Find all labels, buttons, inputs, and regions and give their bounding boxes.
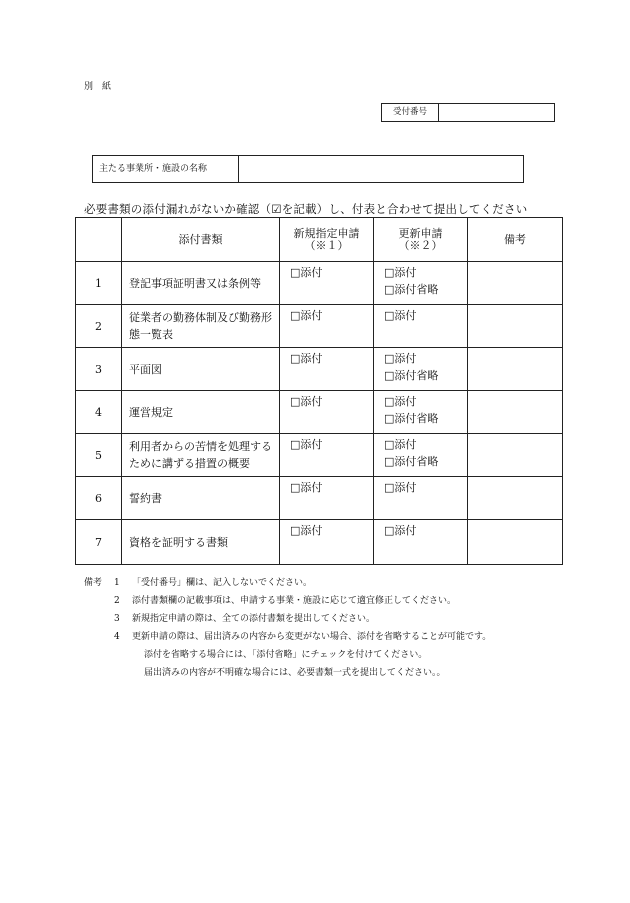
document-name: 誓約書 xyxy=(122,477,280,520)
document-name: 従業者の勤務体制及び勤務形態一覧表 xyxy=(122,305,280,348)
row-number: 7 xyxy=(76,520,122,565)
new-application-options xyxy=(280,391,374,434)
attach-checkbox[interactable]: □添付 xyxy=(290,309,323,322)
row-number: 4 xyxy=(76,391,122,434)
reception-number-box xyxy=(381,103,555,122)
attach-checkbox[interactable]: □添付 xyxy=(384,481,417,494)
attach-omit-checkbox[interactable]: □添付省略 xyxy=(384,412,439,425)
attach-checkbox[interactable]: □添付 xyxy=(290,481,323,494)
office-name-field[interactable] xyxy=(239,156,523,182)
new-application-options xyxy=(280,305,374,348)
documents-table xyxy=(75,217,563,565)
renewal-options xyxy=(374,477,468,520)
note-text: 更新申請の際は、届出済みの内容から変更がない場合、添付を省略することが可能です。 xyxy=(132,632,492,642)
attach-checkbox[interactable]: □添付 xyxy=(290,266,323,279)
table-row xyxy=(76,434,563,477)
new-application-options xyxy=(280,434,374,477)
attach-checkbox[interactable]: □添付 xyxy=(290,395,323,408)
attach-checkbox[interactable]: □添付 xyxy=(384,395,417,408)
table-header-row xyxy=(76,218,563,262)
attach-checkbox[interactable]: □添付 xyxy=(290,524,323,537)
note-item xyxy=(84,574,491,592)
document-name: 登記事項証明書又は条例等 xyxy=(122,262,280,305)
header-new-line2: （※１） xyxy=(304,238,349,252)
attach-omit-checkbox[interactable]: □添付省略 xyxy=(384,283,439,296)
reception-number-field[interactable] xyxy=(439,104,554,121)
document-name: 利用者からの苦情を処理するために講ずる措置の概要 xyxy=(122,434,280,477)
reception-number-label: 受付番号 xyxy=(382,104,439,121)
attach-checkbox[interactable]: □添付 xyxy=(290,352,323,365)
new-application-options xyxy=(280,520,374,565)
renewal-options xyxy=(374,391,468,434)
note-item xyxy=(84,628,491,646)
note-continuation: 添付を省略する場合には、「添付省略」にチェックを付けてください。 xyxy=(144,650,428,660)
row-number: 2 xyxy=(76,305,122,348)
header-document: 添付書類 xyxy=(122,218,280,262)
header-new-line1: 新規指定申請 xyxy=(293,226,360,240)
attach-checkbox[interactable]: □添付 xyxy=(384,309,417,322)
row-number: 1 xyxy=(76,262,122,305)
document-name: 平面図 xyxy=(122,348,280,391)
attach-checkbox[interactable]: □添付 xyxy=(384,438,417,451)
notes-heading: 備考 xyxy=(84,578,103,588)
attach-omit-checkbox[interactable]: □添付省略 xyxy=(384,369,439,382)
new-application-options xyxy=(280,262,374,305)
remarks-cell[interactable] xyxy=(468,262,563,305)
table-row xyxy=(76,477,563,520)
attach-checkbox[interactable]: □添付 xyxy=(384,352,417,365)
note-text: 添付書類欄の記載事項は、申請する事業・施設に応じて適宜修正してください。 xyxy=(132,596,457,606)
header-renewal-application xyxy=(374,218,468,262)
remarks-cell[interactable] xyxy=(468,434,563,477)
remarks-cell[interactable] xyxy=(468,305,563,348)
office-name-label: 主たる事業所・施設の名称 xyxy=(93,156,239,182)
remarks-cell[interactable] xyxy=(468,477,563,520)
table-row xyxy=(76,391,563,434)
renewal-options xyxy=(374,348,468,391)
table-row xyxy=(76,348,563,391)
header-number xyxy=(76,218,122,262)
note-continuation: 届出済みの内容が不明確な場合には、必要書類一式を提出してください。。 xyxy=(144,668,446,678)
new-application-options xyxy=(280,348,374,391)
note-number: 3 xyxy=(114,614,120,624)
attach-checkbox[interactable]: □添付 xyxy=(384,524,417,537)
header-renew-line2: （※２） xyxy=(398,238,443,252)
row-number: 5 xyxy=(76,434,122,477)
note-item xyxy=(84,610,491,628)
row-number: 6 xyxy=(76,477,122,520)
attachment-label: 別 紙 xyxy=(84,82,112,92)
instruction-text: 必要書類の添付漏れがないか確認（☑を記載）し、付表と合わせて提出してください xyxy=(84,202,528,216)
remarks-cell[interactable] xyxy=(468,348,563,391)
attach-checkbox[interactable]: □添付 xyxy=(290,438,323,451)
renewal-options xyxy=(374,262,468,305)
table-row xyxy=(76,520,563,565)
document-name: 資格を証明する書類 xyxy=(122,520,280,565)
note-number: 4 xyxy=(114,632,120,642)
row-number: 3 xyxy=(76,348,122,391)
document-name: 運営規定 xyxy=(122,391,280,434)
header-remarks: 備考 xyxy=(468,218,563,262)
note-text: 「受付番号」欄は、記入しないでください。 xyxy=(132,578,313,588)
renewal-options xyxy=(374,434,468,477)
attach-checkbox[interactable]: □添付 xyxy=(384,266,417,279)
note-number: 1 xyxy=(114,578,120,588)
notes-section xyxy=(84,574,491,682)
renewal-options xyxy=(374,305,468,348)
office-name-box xyxy=(92,155,524,183)
table-row xyxy=(76,305,563,348)
remarks-cell[interactable] xyxy=(468,520,563,565)
note-number: 2 xyxy=(114,596,120,606)
remarks-cell[interactable] xyxy=(468,391,563,434)
header-renew-line1: 更新申請 xyxy=(398,226,443,240)
header-new-application xyxy=(280,218,374,262)
new-application-options xyxy=(280,477,374,520)
table-row xyxy=(76,262,563,305)
note-item xyxy=(84,592,491,610)
renewal-options xyxy=(374,520,468,565)
attach-omit-checkbox[interactable]: □添付省略 xyxy=(384,455,439,468)
note-text: 新規指定申請の際は、全ての添付書類を提出してください。 xyxy=(132,614,376,624)
